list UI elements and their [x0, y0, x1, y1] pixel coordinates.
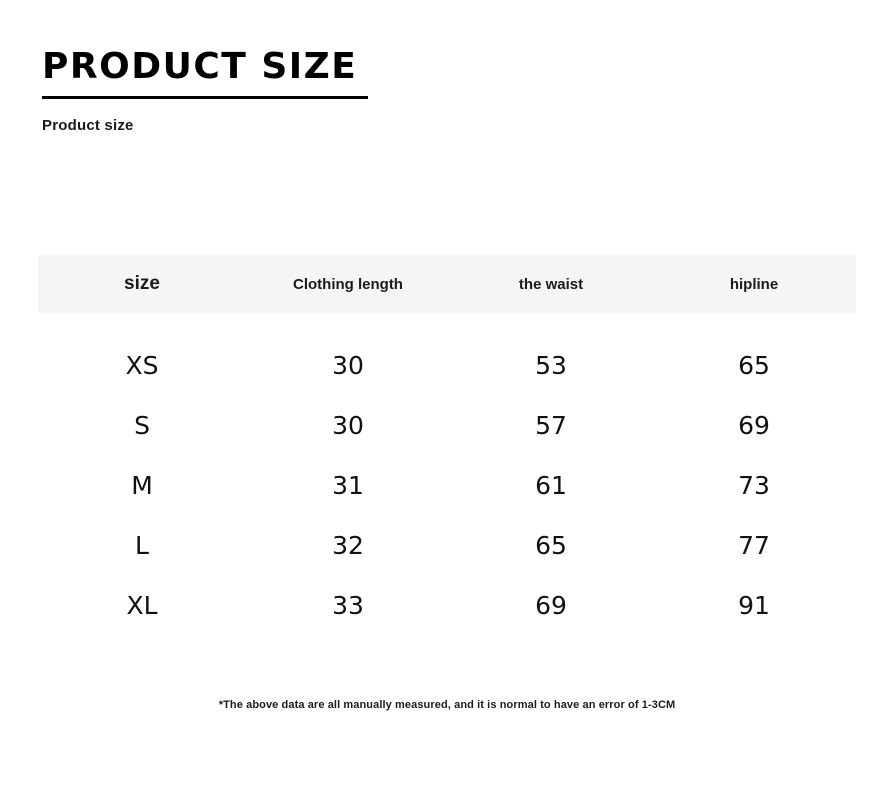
cell-hipline: 65 — [738, 350, 770, 380]
cell-size: XL — [126, 590, 158, 620]
cell-hipline: 77 — [738, 530, 770, 560]
column-header-the-waist: the waist — [518, 275, 584, 293]
cell-hipline: 91 — [738, 590, 770, 620]
table-row — [38, 515, 856, 575]
cell-size: L — [135, 530, 149, 560]
table-row — [38, 575, 856, 635]
page-subtitle: Product size — [42, 116, 134, 134]
cell-hipline: 73 — [738, 470, 770, 500]
column-header-clothing-length: Clothing length — [293, 275, 403, 293]
cell-the-waist: 65 — [535, 530, 567, 560]
table-row — [38, 455, 856, 515]
cell-the-waist: 61 — [535, 470, 567, 500]
cell-clothing-length: 30 — [332, 350, 364, 380]
cell-hipline: 69 — [738, 410, 770, 440]
column-header-size: size — [124, 273, 160, 294]
cell-the-waist: 69 — [535, 590, 567, 620]
heading-block — [42, 48, 372, 134]
cell-size: M — [131, 470, 153, 500]
cell-clothing-length: 30 — [332, 410, 364, 440]
measurement-footnote: *The above data are all manually measured, and it is normal to have an error of 1-3CM — [218, 699, 676, 711]
cell-the-waist: 57 — [535, 410, 567, 440]
page-title: PRODUCT SIZE — [42, 46, 358, 87]
cell-clothing-length: 33 — [332, 590, 364, 620]
cell-size: XS — [125, 350, 159, 380]
cell-clothing-length: 31 — [332, 470, 364, 500]
size-table — [38, 255, 856, 635]
table-row — [38, 335, 856, 395]
column-header-hipline: hipline — [729, 275, 779, 293]
table-header-row — [38, 255, 856, 313]
table-body — [38, 335, 856, 635]
cell-size: S — [134, 410, 150, 440]
title-underline — [42, 96, 368, 99]
cell-clothing-length: 32 — [332, 530, 364, 560]
cell-the-waist: 53 — [535, 350, 567, 380]
table-row — [38, 395, 856, 455]
